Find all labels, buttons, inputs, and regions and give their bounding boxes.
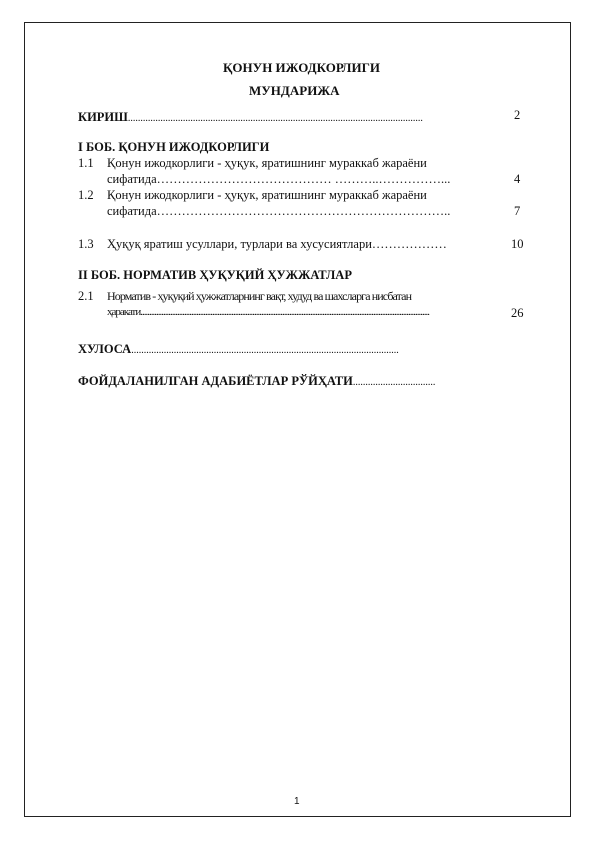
document-title: ҚОНУН ИЖОДКОРЛИГИ [223, 60, 380, 75]
toc-entry-label: ФОЙДАЛАНИЛГАН АДАБИЁТЛАР РЎЙҲАТИ [78, 374, 353, 388]
toc-item-1-2-line1[interactable]: Қонун ижодкорлиги - ҳуқук, яратишнинг мураккаб жараёни [107, 188, 427, 202]
toc-entry-intro[interactable] [78, 108, 506, 126]
toc-page-number: 7 [514, 204, 521, 218]
toc-item-2-1-line1[interactable]: Норматив - ҳуқуқий ҳужжатларнинг вақт, худуд ва шахсларга нисбатан [107, 289, 412, 303]
toc-entry-label: КИРИШ [78, 110, 128, 124]
toc-chapter-2[interactable]: II БОБ. НОРМАТИВ ҲУҚУҚИЙ ҲУЖЖАТЛАР [78, 268, 352, 282]
toc-entry-conclusion[interactable] [78, 340, 506, 358]
toc-item-number: 1.2 [78, 188, 94, 202]
page-number: 1 [294, 796, 300, 807]
leader-dots: ................................. [352, 377, 436, 388]
toc-item-1-1-line1[interactable]: Қонун ижодкорлиги - ҳуқук, яратишнинг мураккаб жараёни [107, 156, 427, 170]
toc-heading: МУНДАРИЖА [249, 83, 340, 98]
toc-item-1-3[interactable]: Ҳуқуқ яратиш усуллари, турлари ва хусусиятлари……………… [107, 237, 447, 251]
toc-entry-references[interactable] [78, 372, 506, 390]
toc-item-number: 2.1 [78, 289, 94, 303]
toc-page-number: 4 [514, 172, 521, 186]
toc-page-number: 2 [514, 108, 521, 122]
toc-chapter-1[interactable]: I БОБ. ҚОНУН ИЖОДКОРЛИГИ [78, 140, 270, 154]
toc-entry-label: ХУЛОСА [78, 342, 132, 356]
toc-page-number: 26 [511, 306, 524, 320]
toc-item-1-2-line2[interactable]: сифатида…………………………………………………………….. [107, 204, 451, 218]
toc-item-number: 1.3 [78, 237, 94, 251]
leader-dots: ........................................................................................................... [131, 345, 399, 356]
toc-item-1-1-line2[interactable]: сифатида…………………………………… ………..……………... [107, 172, 451, 186]
toc-item-2-1-line2[interactable]: ҳаракати..................................................................................................................................................................... [107, 306, 429, 318]
leader-dots: ...................................................................................................................... [127, 113, 423, 124]
toc-page-number: 10 [511, 237, 524, 251]
toc-item-number: 1.1 [78, 156, 94, 170]
